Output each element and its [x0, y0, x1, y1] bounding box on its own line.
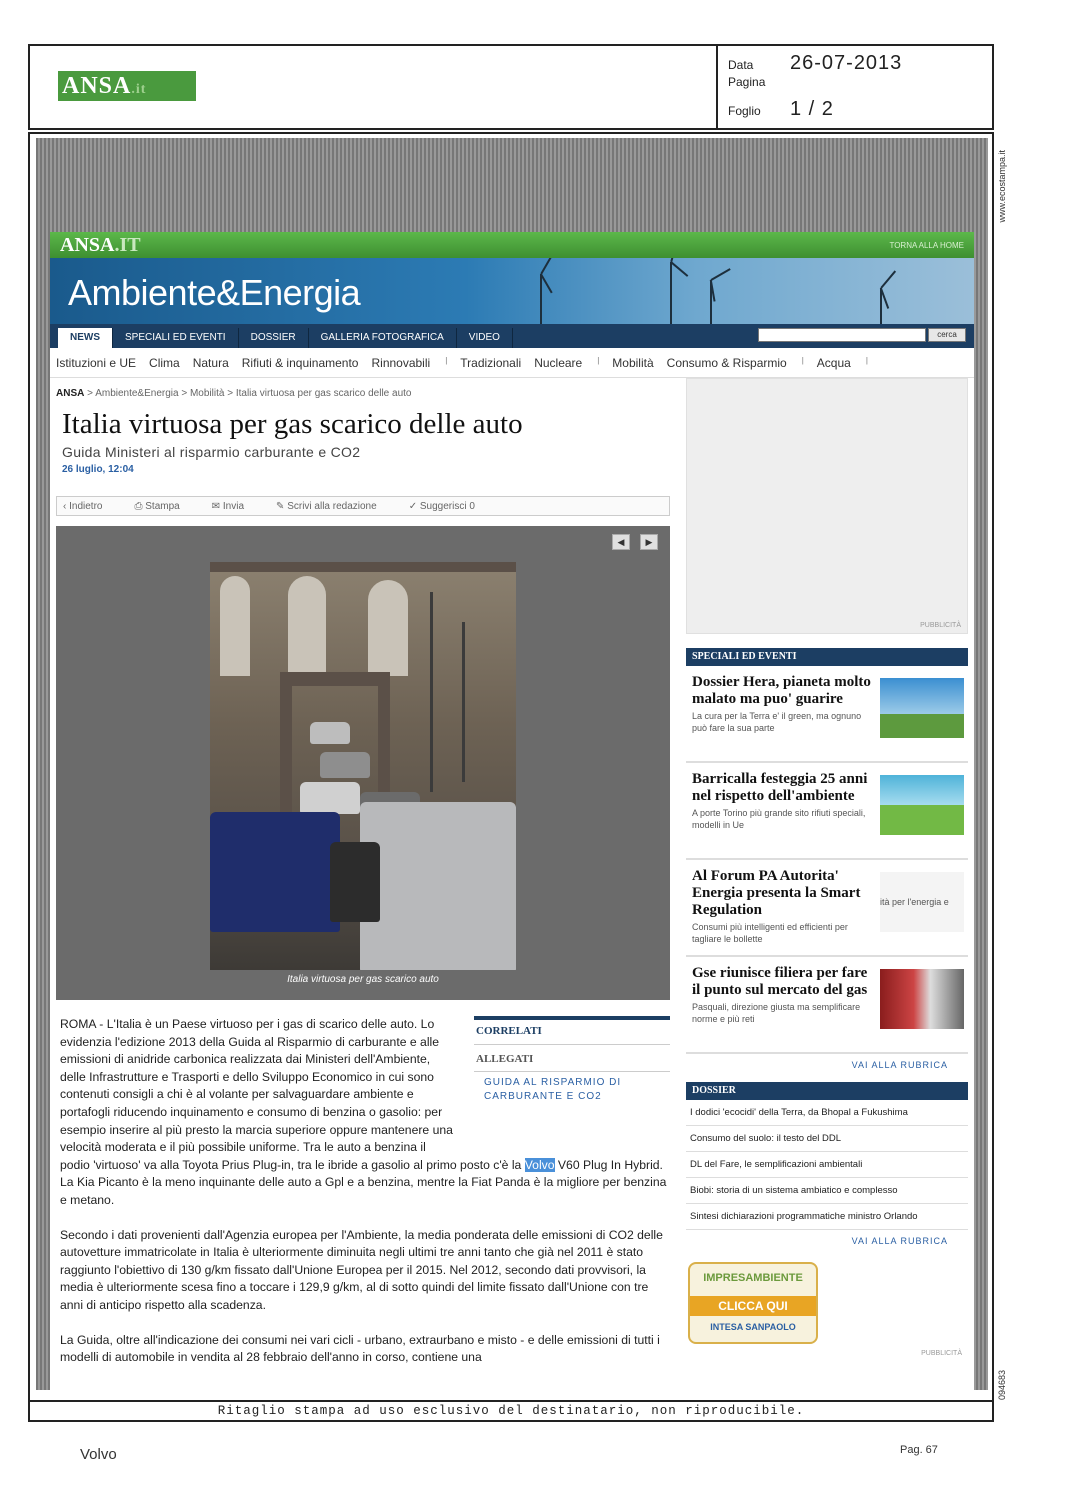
dossier-item[interactable]: DL del Fare, le semplificazioni ambientali [686, 1152, 968, 1178]
ansa-topbar [50, 232, 974, 258]
search-button[interactable]: cerca [928, 328, 966, 342]
photo-caption: Italia virtuosa per gas scarico auto [287, 974, 439, 985]
article-title: Italia virtuosa per gas scarico delle auto [62, 408, 523, 440]
clipping-body-frame [28, 132, 994, 1422]
more-link[interactable]: VAI ALLA RUBRICA [851, 1060, 948, 1070]
subnav-mobilita[interactable]: Mobilità [612, 355, 654, 370]
ad-slot[interactable]: PUBBLICITÀ [686, 378, 968, 634]
clip-sheet: 1 / 2 [790, 98, 834, 120]
print-button[interactable]: ⎙ Stampa [134, 500, 180, 512]
clip-date: 26-07-2013 [790, 52, 903, 74]
breadcrumb: ANSA > Ambiente&Energia > Mobilità > Italia virtuosa per gas scarico delle auto [56, 388, 412, 399]
article-paragraph: La Guida, oltre all'indicazione dei consumi nei vari cicli - urbano, extraurbano e misto - e delle emissioni di tutti i modelli di automobile in vendita al 28 febbraio dell'anno in corso, contiene una [60, 1332, 660, 1365]
meta-pagina-row: Pagina [728, 75, 766, 89]
sidebar: PUBBLICITÀ SPECIALI ED EVENTI Dossier Hera, pianeta molto malato ma puo' guarire La cura per la Terra e' il green, ma ognuno può fare la sua parte Barricalla festeggia 25 anni nel rispetto dell'ambiente A porte Torino più grande sito rifiuti speciali, modelli in Ue Al Forum PA Autorita' Energia presenta la Smart Regulation Consumi più intelligenti ed efficienti per tagliare le bollette ità per l'energia e Gse riunisce filiera per fare il punto sul mercato del gas Pasquali, direzione giusta ma semplificare norme e più reti VAI ALLA RUBRICA DOSSIER I dodici 'ecocidi' della Terra, da Bhopal a Fukushima Consumo del suolo: il testo del DDL DL del Fare, le semplificazioni ambientali Biobi: storia di un sistema ambiatico e complesso Sintesi dichiarazioni programmatiche ministro Orlando VAI ALLA RUBRICA IMPRESAMBIENTE CLICCA QUI INTESA SANPAOLO PUBBLICITÀ [686, 378, 968, 1357]
subnav-tradizionali[interactable]: Tradizionali [460, 355, 522, 370]
back-button[interactable]: ‹ Indietro [63, 500, 103, 512]
article-toolbar [56, 496, 670, 516]
highlighted-keyword: Volvo [524, 1157, 555, 1172]
home-link[interactable]: TORNA ALLA HOME [889, 240, 964, 250]
special-item[interactable]: Dossier Hera, pianeta molto malato ma puo' guarire La cura per la Terra e' il green, ma ognuno può fare la sua parte [686, 666, 968, 763]
subnav-clima[interactable]: Clima [149, 355, 180, 370]
pylon-thumbnail [880, 678, 964, 738]
traffic-photo [210, 562, 516, 970]
subnav-istituzioni[interactable]: Istituzioni e UE [56, 355, 137, 370]
dossier-item[interactable]: I dodici 'ecocidi' della Terra, da Bhopal a Fukushima [686, 1100, 968, 1126]
wind-turbine-icon [540, 274, 542, 324]
subnav-acqua[interactable]: Acqua | [816, 355, 868, 370]
section-banner [50, 258, 974, 324]
attachment-link[interactable]: GUIDA AL RISPARMIO DI CARBURANTE E CO2 [484, 1077, 622, 1103]
article-body [60, 1016, 670, 1384]
dossier-item[interactable]: Sintesi dichiarazioni programmatiche ministro Orlando [686, 1204, 968, 1230]
landscape-thumbnail [880, 775, 964, 835]
dossier-header: DOSSIER [686, 1082, 968, 1100]
suggest-button[interactable]: ✓ Suggerisci 0 [408, 500, 475, 512]
subnav-consumo[interactable]: Consumo & Risparmio | [666, 355, 804, 370]
article-subtitle: Guida Ministeri al risparmio carburante e CO2 [62, 444, 361, 460]
clipping-meta [718, 46, 992, 128]
portrait-thumbnail [880, 969, 964, 1029]
attachments-header: ALLEGATI [474, 1045, 670, 1073]
dossier-item[interactable]: Biobi: storia di un sistema ambiatico e complesso [686, 1178, 968, 1204]
article-paragraph: ROMA - L'Italia è un Paese virtuoso per i gas di scarico delle auto. Lo evidenzia l'edizione 2013 della Guida al Risparmio di carburante e alle emissioni di anidride carbonica realizzata dai Ministeri dell'Ambiente, delle Infrastrutture e Trasporti e dello Sviluppo Economico in cui sono contenuti consigli a chi è al volante per salvaguardare ambiente e portafogli riducendo inquinamento e consumo di benzina o gasolio: per esempio inserire al più presto la marcia superiore oppure mantenere una velocità moderata e il più possibile uniforme. Tra le auto a benzina il podio 'virtuoso' va alla Toyota Prius Plug-in, tra le ibride a gasolio al primo posto c'è la Volvo V60 Plug In Hybrid. La Kia Picanto è la meno inquinante delle auto a Gpl e a benzina, mentre la Fiat Panda è la migliore per benzina e metano. [60, 1017, 667, 1207]
write-editor-button[interactable]: ✎ Scrivi alla redazione [276, 500, 377, 512]
footer-page-number: Pag. 67 [900, 1444, 938, 1456]
special-item[interactable]: Barricalla festeggia 25 anni nel rispetto dell'ambiente A porte Torino più grande sito rifiuti speciali, modelli in Ue [686, 763, 968, 860]
meta-data-row: Data 26-07-2013 [728, 52, 903, 74]
subnav-rinnovabili[interactable]: Rinnovabili | [371, 355, 448, 370]
article-paragraph: Secondo i dati provenienti dall'Agenzia europea per l'Ambiente, la media ponderata delle emissioni di CO2 delle autovetture immatricolate in Italia è ulteriormente diminuita negli ultimi tre anni tanto che già nel 2011 è stato raggiunto l'obiettivo di 130 g/km fissato dall'Unione Europea per il 2015. Nel 2012, secondo dati provvisori, la media è ulteriormente scesa fino a toccare i 129,9 g/km, al di sotto quindi del limite fissato dall'Unione con tre anni di anticipo rispetto alla scadenza. [60, 1227, 663, 1312]
tab-dossier[interactable]: DOSSIER [239, 328, 309, 348]
subnav-rifiuti[interactable]: Rifiuti & inquinamento [241, 355, 359, 370]
related-header: CORRELATI [474, 1020, 670, 1045]
specials-header: SPECIALI ED EVENTI [686, 648, 968, 666]
related-box [474, 1016, 670, 1144]
sub-nav [50, 348, 974, 378]
click-here-button: CLICCA QUI [690, 1296, 816, 1316]
clipping-disclaimer: Ritaglio stampa ad uso esclusivo del destinatario, non riproducibile. [30, 1400, 992, 1420]
tab-news[interactable]: NEWS [58, 328, 113, 348]
meta-foglio-row: Foglio 1 / 2 [728, 98, 834, 120]
footer-keyword: Volvo [80, 1446, 117, 1463]
ansa-logo[interactable]: ANSA.IT [60, 233, 141, 256]
side-site-label: www.ecostampa.it [997, 150, 1007, 223]
ansa-clip-logo: ANSA.it [58, 71, 196, 101]
subnav-nucleare[interactable]: Nucleare | [534, 355, 600, 370]
clipping-header [28, 44, 994, 130]
dossier-item[interactable]: Consumo del suolo: il testo del DDL [686, 1126, 968, 1152]
impresambiente-banner[interactable]: IMPRESAMBIENTE CLICCA QUI INTESA SANPAOLO [688, 1262, 818, 1344]
text-thumbnail: ità per l'energia e [880, 872, 964, 932]
section-title: Ambiente&Energia [68, 272, 361, 313]
tab-video[interactable]: VIDEO [457, 328, 513, 348]
wind-turbine-icon [670, 262, 672, 324]
next-photo-icon[interactable]: ▶ [640, 534, 658, 550]
subnav-natura[interactable]: Natura [192, 355, 229, 370]
clipping-logo-cell [30, 46, 718, 128]
main-nav [50, 324, 974, 348]
search-input[interactable] [758, 328, 926, 342]
photo-gallery [56, 526, 670, 1000]
webpage-screenshot [50, 232, 974, 1390]
prev-photo-icon[interactable]: ◀ [612, 534, 630, 550]
send-button[interactable]: ✉ Invia [211, 500, 245, 512]
tab-galleria[interactable]: GALLERIA FOTOGRAFICA [309, 328, 457, 348]
article-date: 26 luglio, 12:04 [62, 464, 134, 475]
side-code-label: 094683 [997, 1370, 1007, 1401]
more-link[interactable]: VAI ALLA RUBRICA [851, 1236, 948, 1246]
tab-speciali[interactable]: SPECIALI ED EVENTI [113, 328, 239, 348]
special-item[interactable]: Gse riunisce filiera per fare il punto sul mercato del gas Pasquali, direzione giusta ma semplificare norme e più reti [686, 957, 968, 1054]
special-item[interactable]: Al Forum PA Autorita' Energia presenta la Smart Regulation Consumi più intelligenti ed efficienti per tagliare le bollette ità per l'energia e [686, 860, 968, 957]
